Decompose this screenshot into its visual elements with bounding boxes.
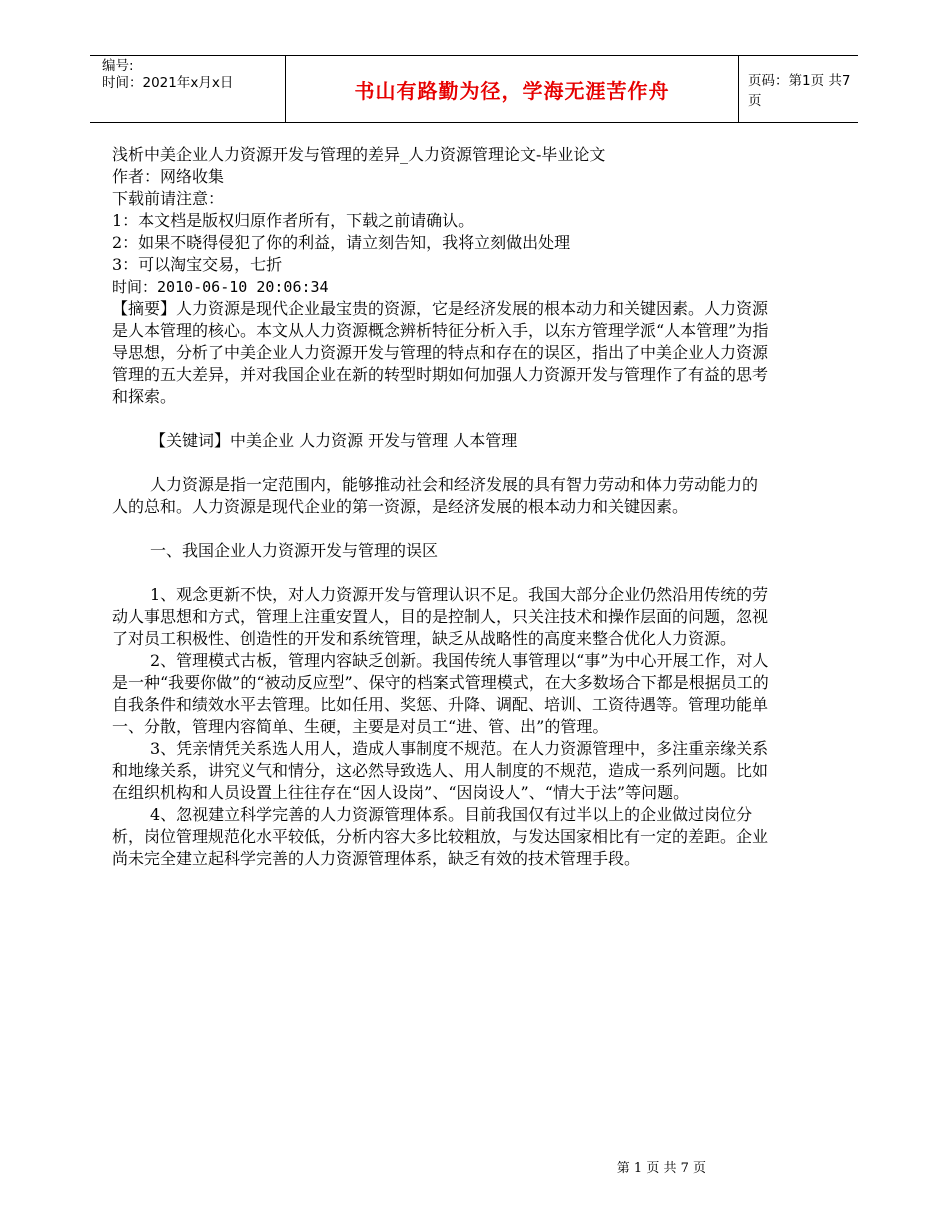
- keywords: 【关键词】中美企业 人力资源 开发与管理 人本管理: [150, 431, 518, 450]
- notice-item: 3：可以淘宝交易，七折: [112, 255, 283, 274]
- body-paragraph: 3、凭亲情凭关系选人用人，造成人事制度不规范。在人力资源管理中，多注重亲缘关系和地缘关系，讲究义气和情分，这必然导致选人、用人制度的不规范，造成一系列问题。比如在组织机构和人员设置上往往存在“因人设岗”、“因岗设人”、“情大于法”等问题。: [112, 739, 769, 802]
- body-paragraph: 4、忽视建立科学完善的人力资源管理体系。目前我国仅有过半以上的企业做过岗位分析，岗位管理规范化水平较低，分析内容大多比较粗放，与发达国家相比有一定的差距。企业尚未完全建立起科学完善的人力资源管理体系，缺乏有效的技术管理手段。: [112, 805, 769, 868]
- page-header: [90, 55, 858, 123]
- header-slogan: 书山有路勤为径，学海无涯苦作舟: [354, 78, 670, 103]
- doc-author: 作者：网络收集: [112, 167, 225, 186]
- notice-item: 2：如果不晓得侵犯了你的利益，请立刻告知，我将立刻做出处理: [112, 233, 571, 252]
- notice-heading: 下载前请注意：: [112, 189, 225, 208]
- header-meta: [90, 56, 286, 122]
- header-slogan-cell: [286, 56, 739, 122]
- document-body: [112, 144, 772, 870]
- body-paragraph: 2、管理模式古板，管理内容缺乏创新。我国传统人事管理以“事”为中心开展工作，对人是一种“我要你做”的“被动反应型”、保守的档案式管理模式，在大多数场合下都是根据员工的自我条件和绩效水平去管理。比如任用、奖惩、升降、调配、培训、工资待遇等。管理功能单一、分散，管理内容简单、生硬，主要是对员工“进、管、出”的管理。: [112, 651, 769, 736]
- section-heading: 一、我国企业人力资源开发与管理的误区: [150, 541, 439, 560]
- number-label: 编号:: [102, 58, 134, 74]
- header-page-info: 页码：第1页 共7页: [748, 73, 851, 109]
- body-paragraph: 1、观念更新不快，对人力资源开发与管理认识不足。我国大部分企业仍然沿用传统的劳动人事思想和方式，管理上注重安置人，目的是控制人，只关注技术和操作层面的问题，忽视了对员工积极性、创造性的开发和系统管理，缺乏从战略性的高度来整合优化人力资源。: [112, 585, 769, 648]
- doc-time: 时间：2010-06-10 20:06:34: [112, 278, 329, 296]
- time-label: 时间：2021年x月x日: [102, 75, 234, 91]
- intro-paragraph: 人力资源是指一定范围内，能够推动社会和经济发展的具有智力劳动和体力劳动能力的人的总和。人力资源是现代企业的第一资源，是经济发展的根本动力和关键因素。: [112, 475, 759, 516]
- doc-title: 浅析中美企业人力资源开发与管理的差异_人力资源管理论文-毕业论文: [112, 145, 606, 164]
- abstract: 【摘要】人力资源是现代企业最宝贵的资源，它是经济发展的根本动力和关键因素。人力资源是人本管理的核心。本文从人力资源概念辨析特征分析入手，以东方管理学派“人本管理”为指导思想，分析了中美企业人力资源开发与管理的特点和存在的误区，指出了中美企业人力资源管理的五大差异，并对我国企业在新的转型时期如何加强人力资源开发与管理作了有益的思考和探索。: [112, 299, 769, 406]
- notice-item: 1：本文档是版权归原作者所有，下载之前请确认。: [112, 211, 475, 230]
- page-footer: 第 1 页 共 7 页: [616, 1161, 706, 1176]
